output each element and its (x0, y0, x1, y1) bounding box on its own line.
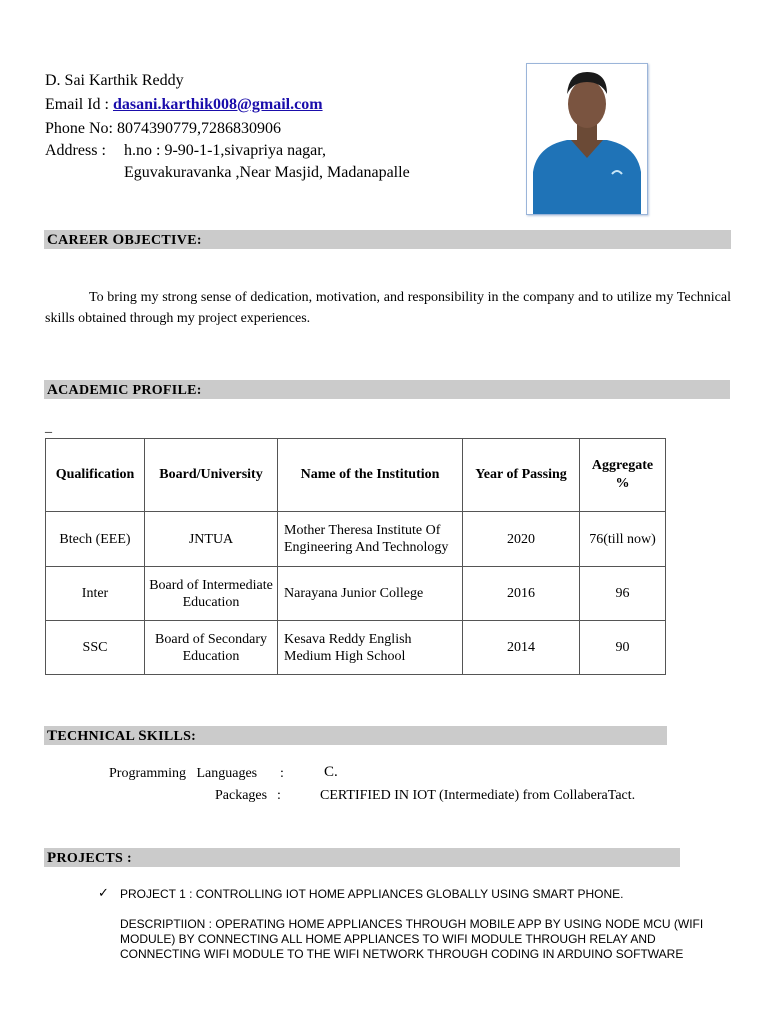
col-board: Board/University (145, 439, 278, 512)
table-header-row (46, 439, 666, 512)
career-objective-text: To bring my strong sense of dedication, motivation, and responsibility in the company and to utilize my Technical skills obtained through my project experiences. (45, 290, 731, 326)
col-qualification: Qualification (46, 439, 145, 512)
cell-year: 2014 (463, 621, 580, 675)
cell-year: 2020 (463, 512, 580, 567)
projects-heading: PROJECTS : (44, 848, 680, 867)
col-institution: Name of the Institution (278, 439, 463, 512)
address-line (45, 140, 106, 162)
applicant-name: D. Sai Karthik Reddy (45, 72, 184, 89)
project-1-title: PROJECT 1 : CONTROLLING IOT HOME APPLIANCES GLOBALLY USING SMART PHONE. (120, 887, 624, 901)
cell-board: Board of Intermediate Education (145, 567, 278, 621)
academic-profile-heading: ACADEMIC PROFILE: (44, 380, 730, 399)
cell-aggregate: 90 (580, 621, 666, 675)
col-aggregate: Aggregate % (580, 439, 666, 512)
career-objective-heading: CAREER OBJECTIVE: (44, 230, 731, 249)
phone-label: Phone No: (45, 120, 113, 137)
technical-skills-heading: TECHNICAL SKILLS: (44, 726, 667, 745)
cell-board: Board of Secondary Education (145, 621, 278, 675)
email-line (45, 94, 323, 116)
cell-qualification: Btech (EEE) (46, 512, 145, 567)
email-label: Email Id : (45, 96, 109, 113)
cell-institution: Mother Theresa Institute Of Engineering And Technology (278, 512, 463, 567)
packages-value: CERTIFIED IN IOT (Intermediate) from CollaberaTact. (320, 788, 636, 803)
email-link[interactable]: dasani.karthik008@gmail.com (112, 96, 323, 113)
col-year: Year of Passing (463, 439, 580, 512)
profile-photo (526, 63, 648, 215)
cell-institution: Narayana Junior College (278, 567, 463, 621)
address-line-2: Eguvakuravanka ,Near Masjid, Madanapalle (124, 164, 410, 181)
programming-languages-label: Programming Languages (109, 766, 258, 781)
phone-line (45, 118, 281, 140)
table-row (46, 567, 666, 621)
cell-institution: Kesava Reddy English Medium High School (278, 621, 463, 675)
address-label: Address : (45, 142, 106, 159)
address-line-1: h.no : 9-90-1-1,sivapriya nagar, (124, 142, 326, 159)
underscore-marker: _ (45, 420, 52, 435)
checkmark-icon: ✓ (98, 886, 109, 901)
cell-year: 2016 (463, 567, 580, 621)
packages-label: Packages (215, 788, 268, 803)
cell-qualification: Inter (46, 567, 145, 621)
table-row (46, 512, 666, 567)
project-1-description: DESCRIPTIION : OPERATING HOME APPLIANCES THROUGH MOBILE APP BY USING NODE MCU (WIFI MODULE) BY CONNECTING ALL HOME APPLIANCES TO WIFI MODULE THROUGH RELAY AND CONNECTING WIFI MODULE TO THE WIFI NETWORK THROUGH CODING IN ARDUINO SOFTWARE (120, 917, 704, 961)
cell-board: JNTUA (145, 512, 278, 567)
packages-colon: : (277, 788, 281, 803)
academic-table (45, 438, 666, 675)
cell-qualification: SSC (46, 621, 145, 675)
phone-value: 8074390779,7286830906 (117, 120, 281, 137)
programming-languages-value: C. (324, 764, 338, 780)
table-row (46, 621, 666, 675)
cell-aggregate: 96 (580, 567, 666, 621)
programming-languages-colon: : (280, 766, 284, 781)
cell-aggregate: 76(till now) (580, 512, 666, 567)
